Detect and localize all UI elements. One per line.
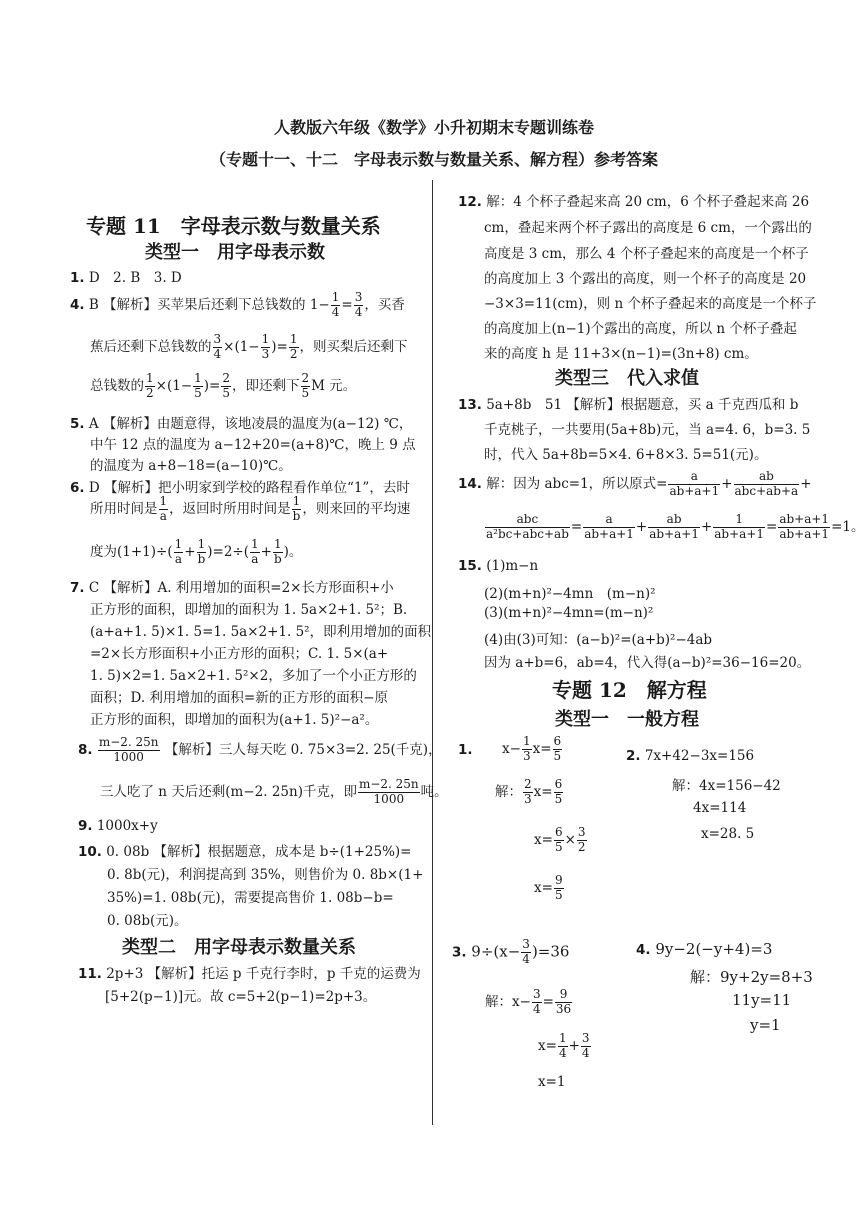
answer-5-line3: 的温度为 a+8−18=(a−10)℃。 bbox=[90, 458, 292, 474]
text: C 【解析】A. 利用增加的面积=2×长方形面积+小 bbox=[88, 580, 394, 596]
q-num: 11. bbox=[78, 966, 102, 982]
equation-1-line4: x= $\frac{9}{5}$ bbox=[534, 873, 563, 902]
text: 解：4 个杯子叠起来高 20 cm，6 个杯子叠起来高 26 bbox=[486, 194, 810, 210]
fraction: $\frac{ab}{\text{abc+ab+a}}$ bbox=[734, 469, 799, 498]
fraction: $\frac{1}{b}$ bbox=[292, 494, 301, 523]
text: 1000x+y bbox=[96, 818, 158, 834]
text: ×(1− bbox=[223, 338, 260, 355]
answer-9 bbox=[78, 818, 158, 834]
answer-6-line3: 度为(1+1)÷( $\frac{1}{a}$ + $\frac{1}{b}$ )=2÷( $\frac{1}{a}$ + $\frac{1}{b}$ )。 bbox=[90, 537, 303, 566]
fraction: $\frac{2}{3}$ bbox=[524, 777, 532, 806]
q-num: 7. bbox=[70, 580, 85, 596]
equation-2-line4: x=28. 5 bbox=[701, 826, 755, 842]
fraction: $\frac{1}{4}$ bbox=[331, 290, 340, 319]
fraction: $\frac{1}{4}$ bbox=[558, 1031, 567, 1060]
q-num: 5. bbox=[70, 416, 85, 432]
text: (1)m−n bbox=[486, 558, 539, 574]
answer-7-line5: 1. 5)×2=1. 5a×2+1. 5²×2，多加了一个小正方形的 bbox=[90, 668, 417, 684]
answer-7-line4: =2×长方形面积+小正方形的面积；C. 1. 5×(a+ bbox=[90, 646, 389, 662]
fraction: $\frac{2}{5}$ bbox=[222, 371, 230, 400]
fraction: $\frac{1}{3}$ bbox=[261, 332, 270, 361]
answer-12-line5: −3×3=11(cm)，则 n 个杯子叠起来的高度是一个杯子 bbox=[484, 296, 817, 312]
topic-12-heading: 专题 12 解方程 bbox=[552, 678, 707, 702]
text: )= bbox=[203, 377, 221, 394]
q-num: 15. bbox=[458, 558, 482, 574]
document-title: 人教版六年级《数学》小升初期末专题训练卷 bbox=[273, 118, 594, 137]
answer-15-line2: (2)(m+n)²−4mn (m−n)² bbox=[484, 586, 656, 602]
answer-10-line4: 0. 08b(元)。 bbox=[107, 913, 188, 929]
answer-7-line1 bbox=[70, 576, 394, 596]
equation-1-label: 1. bbox=[458, 742, 473, 758]
text: )= bbox=[271, 338, 288, 355]
text: 2p+3 【解析】托运 p 千克行李时，p 千克的运费为 bbox=[106, 966, 421, 982]
fraction: $\frac{1}{b}$ bbox=[273, 537, 282, 566]
fraction: $\frac{1}{3}$ bbox=[522, 734, 531, 763]
answer-12-line3: 高度是 3 cm，那么 4 个杯子叠起来的高度是一个杯子 bbox=[484, 246, 809, 262]
answer-8-line1 bbox=[78, 736, 442, 765]
fraction: $\frac{3}{4}$ bbox=[213, 332, 222, 361]
answer-13-line3: 时，代入 5a+8b=5×4. 6+8×3. 5=51(元)。 bbox=[484, 447, 768, 463]
equation-4-line4: y=1 bbox=[750, 1016, 781, 1034]
fraction: $\frac{1}{a}$ bbox=[251, 537, 259, 566]
text: 0. 08b 【解析】根据题意，成本是 b÷(1+25%)= bbox=[106, 844, 412, 860]
equation-1-line2: 解： $\frac{2}{3}$ x= $\frac{6}{5}$ bbox=[495, 777, 563, 806]
equation-3-line4: x=1 bbox=[538, 1074, 566, 1090]
answer-7-line2: 正方形的面积，即增加的面积为 1. 5a×2+1. 5²；B. bbox=[90, 602, 408, 618]
answer-7-line3: (a+a+1. 5)×1. 5=1. 5a×2+1. 5²，即利用增加的面积 bbox=[90, 624, 432, 640]
text: )=2÷( bbox=[207, 543, 249, 560]
answer-12-line1 bbox=[458, 190, 809, 210]
fraction: $\frac{a}{ab+a+1}$ bbox=[584, 512, 634, 541]
document-subtitle: （专题十一、十二 字母表示数与数量关系、解方程）参考答案 bbox=[209, 150, 658, 169]
text: ，买香 bbox=[364, 296, 405, 313]
text: B 【解析】买苹果后还剩下总钱数的 1− bbox=[88, 296, 330, 313]
topic-11-heading: 专题 11 字母表示数与数量关系 bbox=[86, 214, 381, 238]
answer-5-line1 bbox=[70, 412, 412, 432]
text: ，即还剩下 bbox=[232, 377, 300, 394]
equation-3-line3: x= $\frac{1}{4}$ + $\frac{3}{4}$ bbox=[538, 1031, 590, 1060]
answer-11-line1 bbox=[78, 962, 421, 982]
text: = bbox=[341, 296, 353, 313]
text: D 【解析】把小明家到学校的路程看作单位“1”，去时 bbox=[88, 480, 410, 496]
fraction: $\frac{m-2. 25n}{1000}$ bbox=[98, 735, 159, 764]
fraction: $\frac{1}{5}$ bbox=[194, 371, 202, 400]
fraction: $\frac{ab+a+1}{ab+a+1}$ bbox=[779, 512, 830, 541]
answer-1-3 bbox=[70, 266, 182, 286]
text: 解：因为 abc=1，所以原式= bbox=[486, 475, 668, 492]
q-num: 6. bbox=[70, 480, 85, 496]
q-num: 14. bbox=[458, 475, 482, 492]
answer-12-line2: cm，叠起来两个杯子露出的高度是 6 cm，一个露出的 bbox=[484, 220, 812, 236]
fraction: $\frac{3}{4}$ bbox=[532, 987, 541, 1016]
fraction: $\frac{1}{2}$ bbox=[146, 371, 154, 400]
answer-12-line4: 的高度加上 3 个露出的高度，则一个杯子的高度是 20 bbox=[484, 271, 807, 287]
fraction: $\frac{9}{36}$ bbox=[555, 987, 572, 1016]
answer-5-line2: 中午 12 点的温度为 a−12+20=(a+8)℃，晚上 9 点 bbox=[90, 437, 416, 453]
text: ，则来回的平均速 bbox=[302, 500, 411, 517]
answer-15-line4: (4)由(3)可知：(a−b)²=(a+b)²−4ab bbox=[484, 632, 713, 648]
text: 5a+8b 51 【解析】根据题意，买 a 千克西瓜和 b bbox=[486, 397, 799, 413]
fraction: $\frac{9}{5}$ bbox=[554, 873, 563, 902]
text: ，返回时所用时间是 bbox=[169, 500, 291, 517]
answer-11-line2: [5+2(p−1)]元。故 c=5+2(p−1)=2p+3。 bbox=[105, 989, 377, 1005]
answer-8-line2 bbox=[100, 778, 448, 807]
text: 吨。 bbox=[420, 783, 448, 800]
answer-10-line2: 0. 8b(元)，利润提高到 35%，则售价为 0. 8b×(1+ bbox=[107, 867, 424, 883]
text: 所用时间是 bbox=[90, 500, 158, 517]
answer-15-line1 bbox=[458, 558, 538, 574]
equation-4-line2: 解：9y+2y=8+3 bbox=[690, 968, 813, 986]
fraction: $\frac{\text{abc}}{\text{a²bc+abc+ab}}$ bbox=[486, 512, 569, 541]
answer-4-line3 bbox=[90, 372, 356, 401]
text: 7x+42−3x=156 bbox=[644, 748, 755, 764]
text: )。 bbox=[283, 543, 303, 560]
answer-10-line3: 35%)=1. 08b(元)，需要提高售价 1. 08b−b= bbox=[107, 890, 394, 906]
answer-15-line5: 因为 a+b=6，ab=4，代入得(a−b)²=36−16=20。 bbox=[484, 655, 811, 671]
answer-13-line2: 千克桃子，一共要用(5a+8b)元，当 a=4. 6，b=3. 5 bbox=[484, 422, 811, 438]
equation-4-line3: 11y=11 bbox=[732, 991, 792, 1009]
text: 【解析】三人每天吃 0. 75×3=2. 25(千克)， bbox=[164, 741, 442, 758]
equation-2-line3: 4x=114 bbox=[693, 800, 747, 816]
type-2-heading: 类型二 用字母表示数量关系 bbox=[122, 937, 356, 958]
fraction: $\frac{a}{ab+a+1}$ bbox=[669, 469, 720, 498]
equation-3-line1: 3. 9÷(x− $\frac{3}{4}$ )=36 bbox=[452, 937, 570, 966]
fraction: $\frac{1}{a}$ bbox=[159, 494, 168, 523]
answer-4-line2 bbox=[90, 333, 408, 362]
text: 9y−2(−y+4)=3 bbox=[655, 940, 773, 958]
answer-12-line6: 的高度加上(n−1)个露出的高度，所以 n 个杯子叠起 bbox=[484, 321, 797, 337]
text: 总钱数的 bbox=[90, 377, 144, 394]
fraction: $\frac{6}{5}$ bbox=[553, 734, 562, 763]
q-num: 10. bbox=[78, 844, 102, 860]
fraction: $\frac{3}{2}$ bbox=[577, 825, 586, 854]
equation-2-line1: 2. 7x+42−3x=156 bbox=[626, 748, 755, 764]
answer-15-line3: (3)(m+n)²−4mn=(m−n)² bbox=[484, 605, 654, 621]
q-num: 12. bbox=[458, 194, 482, 210]
answer-text: D 2. B 3. D bbox=[88, 270, 182, 286]
text: 度为(1+1)÷( bbox=[90, 543, 173, 560]
text: ，则买梨后还剩下 bbox=[299, 338, 408, 355]
type-1-heading: 类型一 用字母表示数 bbox=[145, 242, 325, 263]
answer-6-line2 bbox=[90, 495, 410, 524]
fraction: $\frac{1}{b}$ bbox=[197, 537, 206, 566]
answer-7-line7: 正方形的面积，即增加的面积为(a+1. 5)²−a²。 bbox=[90, 712, 379, 728]
fraction: $\frac{6}{5}$ bbox=[554, 777, 563, 806]
fraction: $\frac{2}{5}$ bbox=[301, 371, 310, 400]
text: 蕉后还剩下总钱数的 bbox=[90, 338, 212, 355]
column-divider bbox=[432, 180, 433, 1125]
answer-7-line6: 面积；D. 利用增加的面积=新的正方形的面积−原 bbox=[90, 690, 389, 706]
answer-12-line7: 来的高度 h 是 11+3×(n−1)=(3n+8) cm。 bbox=[484, 346, 758, 362]
answer-14-line1: 14. 解：因为 abc=1，所以原式= $\frac{a}{ab+a+1}$ + $\frac{ab}{\text{abc+ab+a}}$ + bbox=[458, 469, 812, 498]
fraction: $\frac{1}{2}$ bbox=[289, 332, 298, 361]
text: A 【解析】由题意得，该地凌晨的温度为(a−12) ℃， bbox=[88, 416, 413, 432]
answer-10-line1 bbox=[78, 840, 412, 860]
text: 三人吃了 n 天后还剩(m−2. 25n)千克，即 bbox=[100, 783, 357, 800]
fraction: $\frac{3}{4}$ bbox=[522, 937, 530, 966]
fraction: $\frac{1}{a}$ bbox=[174, 537, 183, 566]
q-num: 13. bbox=[458, 397, 482, 413]
answer-13-line1 bbox=[458, 393, 798, 413]
q-num: 1. bbox=[70, 270, 85, 286]
q-num: 9. bbox=[78, 818, 93, 834]
equation-3-line2: 解：x− $\frac{3}{4}$ = $\frac{9}{36}$ bbox=[485, 987, 572, 1016]
fraction: $\frac{m-2. 25n}{1000}$ bbox=[358, 777, 419, 806]
fraction: $\frac{3}{4}$ bbox=[354, 290, 363, 319]
fraction: $\frac{3}{4}$ bbox=[581, 1031, 590, 1060]
answer-14-line2: $\frac{\text{abc}}{\text{a²bc+abc+ab}}$ = $\frac{a}{ab+a+1}$ + $\frac{ab}{ab+a+1}$ + $\frac{1}{ab+a+1}$ = $\frac{ab+a+1}{ab+a+1}$ =1。 bbox=[486, 512, 865, 541]
equation-4-line1: 4. 9y−2(−y+4)=3 bbox=[636, 940, 773, 958]
answer-6-line1 bbox=[70, 476, 410, 496]
equation-2-line2: 解：4x=156−42 bbox=[672, 778, 781, 794]
q-num: 8. bbox=[78, 741, 93, 758]
text: M 元。 bbox=[311, 377, 357, 394]
answer-4-line1 bbox=[70, 291, 405, 320]
type-3-heading: 类型三 代入求值 bbox=[555, 368, 699, 389]
equation-1-line1: x− $\frac{1}{3}$ x= $\frac{6}{5}$ bbox=[502, 734, 562, 763]
q-num: 4. bbox=[70, 296, 85, 313]
equation-1-line3: x= $\frac{6}{5}$ × $\frac{3}{2}$ bbox=[534, 825, 586, 854]
fraction: $\frac{6}{5}$ bbox=[554, 825, 563, 854]
fraction: $\frac{1}{ab+a+1}$ bbox=[714, 512, 765, 541]
type-12-1-heading: 类型一 一般方程 bbox=[555, 709, 699, 730]
text: ×(1− bbox=[155, 377, 193, 394]
fraction: $\frac{ab}{ab+a+1}$ bbox=[649, 512, 699, 541]
